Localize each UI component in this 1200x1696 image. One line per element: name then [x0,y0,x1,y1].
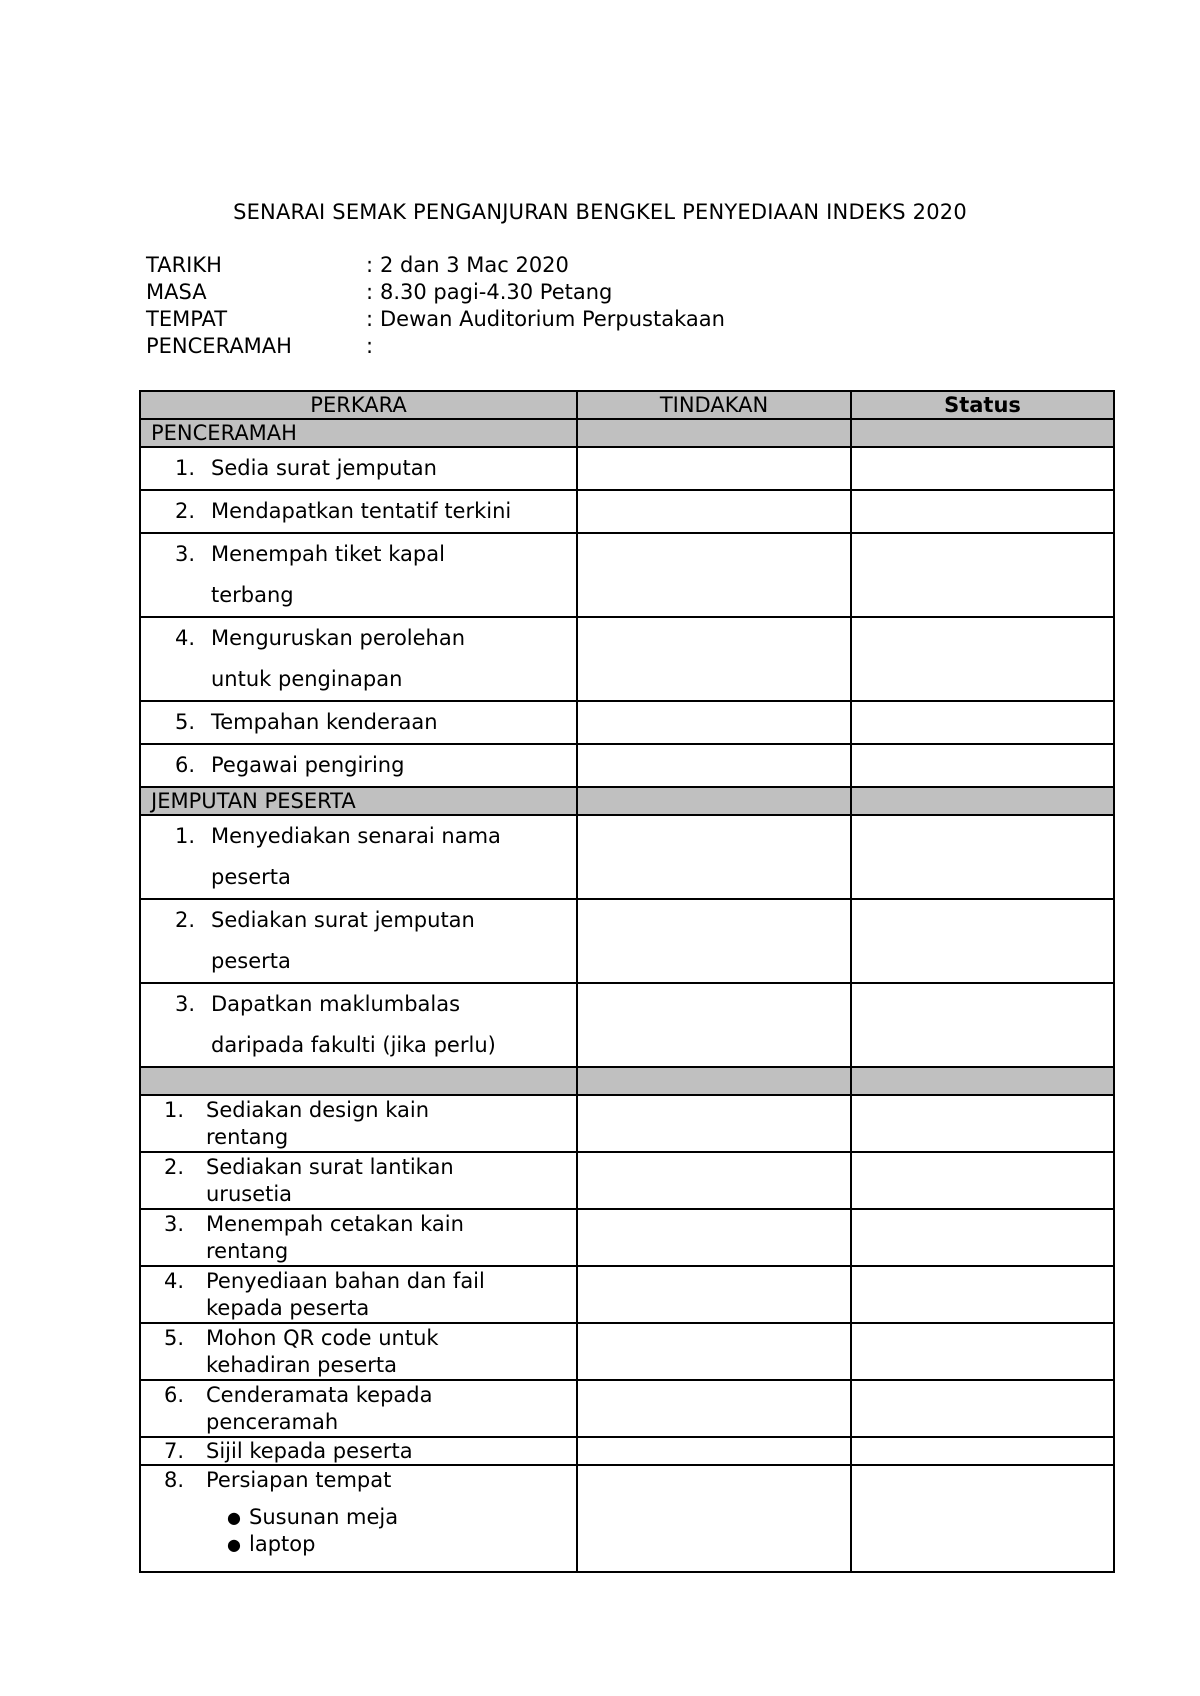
item-text-continued: peserta [211,949,291,973]
table-cell [577,1067,851,1095]
section-row-penceramah [140,419,1114,447]
table-row [140,899,1114,983]
table-cell [577,419,851,447]
status-cell [851,1095,1114,1152]
status-cell [851,533,1114,617]
bullet-icon: ● [227,1508,241,1527]
tindakan-cell [577,1209,851,1266]
status-cell [851,701,1114,744]
tindakan-cell [577,490,851,533]
table-row [140,617,1114,701]
document-title: SENARAI SEMAK PENGANJURAN BENGKEL PENYEDIAAN INDEKS 2020 [233,200,967,224]
section-label [140,1067,577,1095]
table-row [140,1437,1114,1465]
tindakan-cell [577,815,851,899]
tindakan-cell [577,744,851,787]
status-cell [851,1266,1114,1323]
perkara-cell [140,899,577,983]
item-text: Menempah cetakan kain [206,1212,464,1236]
info-row-masa [146,279,725,306]
section-label: JEMPUTAN PESERTA [140,787,577,815]
perkara-cell [140,701,577,744]
item-text: Sedia surat jemputan [211,456,437,480]
status-cell [851,490,1114,533]
status-cell [851,1152,1114,1209]
perkara-cell [140,1266,577,1323]
status-cell [851,1323,1114,1380]
item-text: Tempahan kenderaan [211,710,438,734]
perkara-cell [140,1095,577,1152]
tindakan-cell [577,447,851,490]
perkara-cell [140,1209,577,1266]
table-row [140,1266,1114,1323]
item-text-continued: penceramah [206,1410,339,1434]
tindakan-cell [577,533,851,617]
item-number: 4. [174,626,195,650]
item-number: 8. [163,1468,184,1492]
item-text-continued: terbang [211,583,294,607]
item-text: Mendapatkan tentatif terkini [211,499,512,523]
status-cell [851,1380,1114,1437]
event-info [146,252,725,360]
column-header-tindakan: TINDAKAN [577,391,851,419]
table-row [140,701,1114,744]
table-row [140,983,1114,1067]
perkara-cell [140,533,577,617]
item-number: 2. [174,499,195,523]
item-text: Sediakan design kain [206,1098,430,1122]
status-cell [851,983,1114,1067]
item-text: Menempah tiket kapal [211,542,445,566]
bullet-text: Susunan meja [249,1505,399,1529]
table-row [140,1380,1114,1437]
info-row-penceramah [146,333,725,360]
item-text-continued: peserta [211,865,291,889]
item-number: 1. [174,824,195,848]
item-number: 6. [163,1383,184,1407]
perkara-cell [140,447,577,490]
info-separator: : [366,334,374,358]
item-text-continued: untuk penginapan [211,667,403,691]
item-text: Pegawai pengiring [211,753,405,777]
perkara-cell [140,1437,577,1465]
item-text-continued: urusetia [206,1182,293,1206]
bullet-text: laptop [249,1532,316,1556]
item-text: Sijil kepada peserta [206,1439,413,1463]
table-row [140,1323,1114,1380]
section-row-unlabeled [140,1067,1114,1095]
status-cell [851,1209,1114,1266]
status-cell [851,1437,1114,1465]
tindakan-cell [577,1152,851,1209]
perkara-cell [140,983,577,1067]
item-number: 7. [163,1439,184,1463]
perkara-cell [140,1152,577,1209]
status-cell [851,744,1114,787]
perkara-cell [140,815,577,899]
table-cell [851,419,1114,447]
item-text: Menyediakan senarai nama [211,824,501,848]
table-cell [851,1067,1114,1095]
list-item [141,1531,576,1558]
item-number: 3. [174,992,195,1016]
column-header-perkara: PERKARA [140,391,577,419]
status-cell [851,447,1114,490]
table-row [140,1465,1114,1572]
info-separator: : [366,280,374,304]
bullet-list [141,1504,576,1558]
info-separator: : [366,253,374,277]
table-row [140,815,1114,899]
tindakan-cell [577,983,851,1067]
tindakan-cell [577,701,851,744]
status-cell [851,815,1114,899]
perkara-cell [140,1323,577,1380]
table-cell [577,787,851,815]
item-number: 3. [163,1212,184,1236]
item-text-continued: kepada peserta [206,1296,370,1320]
item-text-continued: kehadiran peserta [206,1353,398,1377]
item-text: Cenderamata kepada [206,1383,433,1407]
tindakan-cell [577,1095,851,1152]
tindakan-cell [577,1266,851,1323]
tindakan-cell [577,1380,851,1437]
perkara-cell [140,490,577,533]
perkara-cell [140,617,577,701]
table-row [140,490,1114,533]
item-number: 2. [163,1155,184,1179]
item-text: Penyediaan bahan dan fail [206,1269,485,1293]
column-header-status: Status [851,391,1114,419]
tindakan-cell [577,899,851,983]
perkara-cell [140,1465,577,1572]
item-number: 5. [163,1326,184,1350]
item-text-continued: rentang [206,1125,289,1149]
item-text: Menguruskan perolehan [211,626,466,650]
info-label: TEMPAT [146,307,228,331]
item-number: 3. [174,542,195,566]
tindakan-cell [577,617,851,701]
item-number: 1. [163,1098,184,1122]
table-row [140,533,1114,617]
item-number: 6. [174,753,195,777]
info-row-tarikh [146,252,725,279]
item-number: 1. [174,456,195,480]
item-text: Sediakan surat lantikan [206,1155,454,1179]
item-text-continued: rentang [206,1239,289,1263]
table-row [140,447,1114,490]
table-header-row [140,391,1114,419]
item-number: 5. [174,710,195,734]
table-row [140,1152,1114,1209]
tindakan-cell [577,1323,851,1380]
info-value: 8.30 pagi-4.30 Petang [380,280,613,304]
section-label: PENCERAMAH [140,419,577,447]
checklist-table [139,390,1115,1573]
item-number: 4. [163,1269,184,1293]
bullet-icon: ● [227,1535,241,1554]
item-text: Sediakan surat jemputan [211,908,475,932]
table-row [140,744,1114,787]
status-cell [851,1465,1114,1572]
info-value: 2 dan 3 Mac 2020 [380,253,569,277]
table-cell [851,787,1114,815]
info-value: Dewan Auditorium Perpustakaan [380,307,725,331]
info-row-tempat [146,306,725,333]
list-item [141,1504,576,1531]
info-label: MASA [146,280,207,304]
section-row-jemputan-peserta [140,787,1114,815]
item-text: Mohon QR code untuk [206,1326,439,1350]
item-text: Dapatkan maklumbalas [211,992,461,1016]
perkara-cell [140,1380,577,1437]
info-label: TARIKH [146,253,222,277]
table-row [140,1095,1114,1152]
status-cell [851,899,1114,983]
item-number: 2. [174,908,195,932]
info-label: PENCERAMAH [146,334,292,358]
info-separator: : [366,307,374,331]
table-row [140,1209,1114,1266]
tindakan-cell [577,1437,851,1465]
item-text: Persiapan tempat [206,1468,392,1492]
tindakan-cell [577,1465,851,1572]
status-cell [851,617,1114,701]
perkara-cell [140,744,577,787]
item-text-continued: daripada fakulti (jika perlu) [211,1033,496,1057]
